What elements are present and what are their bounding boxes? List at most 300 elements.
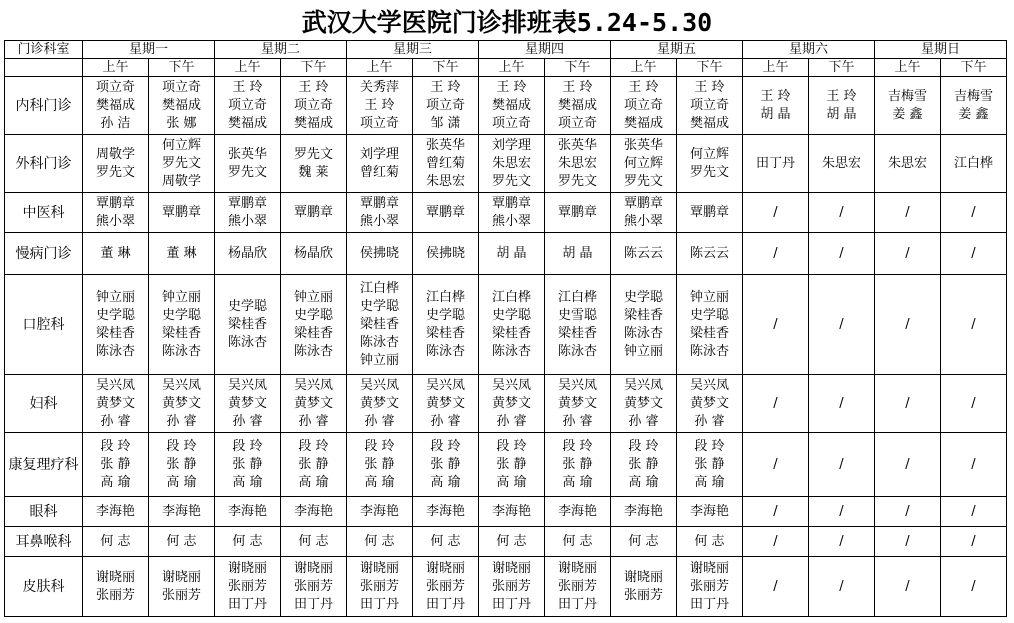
- no-clinic-mark: /: [839, 503, 844, 519]
- doctor-name: 江白桦: [953, 155, 993, 171]
- schedule-cell: [611, 497, 677, 527]
- schedule-cell: [215, 193, 281, 233]
- doctor-name: 钟立丽: [161, 289, 201, 305]
- table-row: [5, 193, 1007, 233]
- doctor-name: 何 志: [628, 533, 659, 549]
- doctor-name: 谢晓丽: [161, 569, 201, 585]
- doctor-name: 陈泳杏: [95, 343, 135, 359]
- no-clinic-mark: /: [839, 316, 844, 332]
- schedule-cell: [347, 135, 413, 193]
- schedule-cell: [677, 433, 743, 497]
- schedule-cell: [545, 527, 611, 557]
- no-clinic-mark: /: [905, 316, 910, 332]
- doctor-name: 段 玲: [430, 438, 461, 454]
- doctor-name: 王 玲: [760, 88, 791, 104]
- doctor-name: 刘学理: [491, 137, 531, 153]
- schedule-cell: [413, 497, 479, 527]
- table-row: [5, 497, 1007, 527]
- doctor-name: 李海艳: [227, 503, 267, 519]
- doctor-name: 李海艳: [425, 503, 465, 519]
- doctor-name: 朱思宏: [887, 155, 927, 171]
- doctor-name: 孙 睿: [364, 413, 395, 429]
- doctor-name: 史学聪: [425, 307, 465, 323]
- doctor-name: 田丁丹: [557, 596, 597, 612]
- schedule-cell: [215, 135, 281, 193]
- schedule-cell: [281, 233, 347, 275]
- table-row: [5, 375, 1007, 433]
- doctor-name: 张丽芳: [689, 578, 729, 594]
- doctor-name: 陈泳杏: [293, 343, 333, 359]
- dept-name: 内科门诊: [5, 77, 83, 135]
- doctor-name: 高 瑜: [562, 474, 593, 490]
- doctor-name: 何 志: [364, 533, 395, 549]
- no-clinic-mark: /: [905, 578, 910, 594]
- doctor-name: 梁桂香: [95, 325, 135, 341]
- doctor-name: 朱思宏: [557, 155, 597, 171]
- doctor-name: 罗先文: [557, 173, 597, 189]
- doctor-name: 熊小翠: [227, 213, 267, 229]
- doctor-name: 张丽芳: [227, 578, 267, 594]
- doctor-name: 杨晶欣: [227, 245, 267, 261]
- doctor-name: 陈泳杏: [557, 343, 597, 359]
- doctor-name: 陈云云: [623, 245, 663, 261]
- schedule-cell: [83, 77, 149, 135]
- doctor-name: 姜 鑫: [892, 106, 923, 122]
- day-header: 星期一: [83, 41, 215, 59]
- no-clinic-mark: /: [773, 204, 778, 220]
- doctor-name: 张 静: [562, 456, 593, 472]
- schedule-cell: [479, 77, 545, 135]
- doctor-name: 刘学理: [359, 146, 399, 162]
- day-header: 星期三: [347, 41, 479, 59]
- schedule-cell: [149, 557, 215, 617]
- no-clinic-mark: /: [971, 204, 976, 220]
- doctor-name: 张英华: [557, 137, 597, 153]
- no-clinic-mark: /: [839, 204, 844, 220]
- schedule-cell: [809, 557, 875, 617]
- table-row: [5, 433, 1007, 497]
- schedule-cell: [281, 77, 347, 135]
- dept-name: 耳鼻喉科: [5, 527, 83, 557]
- schedule-cell: [413, 77, 479, 135]
- schedule-cell: [743, 233, 809, 275]
- doctor-name: 张 静: [496, 456, 527, 472]
- doctor-name: 史雪聪: [557, 307, 597, 323]
- doctor-name: 田丁丹: [425, 596, 465, 612]
- day-header: 星期日: [875, 41, 1007, 59]
- doctor-name: 陈泳杏: [227, 334, 267, 350]
- doctor-name: 梁桂香: [623, 307, 663, 323]
- doctor-name: 胡 晶: [760, 106, 791, 122]
- doctor-name: 黄梦文: [161, 395, 201, 411]
- schedule-cell: [347, 527, 413, 557]
- doctor-name: 王 玲: [694, 79, 725, 95]
- doctor-name: 孙 睿: [562, 413, 593, 429]
- doctor-name: 何 志: [232, 533, 263, 549]
- dept-name: 中医科: [5, 193, 83, 233]
- doctor-name: 黄梦文: [689, 395, 729, 411]
- doctor-name: 田丁丹: [689, 596, 729, 612]
- schedule-cell: [941, 77, 1007, 135]
- doctor-name: 史学聪: [293, 307, 333, 323]
- doctor-name: 陈泳杏: [161, 343, 201, 359]
- schedule-cell: [83, 433, 149, 497]
- doctor-name: 谢晓丽: [425, 560, 465, 576]
- doctor-name: 张英华: [623, 137, 663, 153]
- schedule-cell: [215, 233, 281, 275]
- doctor-name: 史学聪: [623, 289, 663, 305]
- schedule-cell: [809, 433, 875, 497]
- doctor-name: 董 琳: [166, 245, 197, 261]
- doctor-name: 谢晓丽: [557, 560, 597, 576]
- doctor-name: 高 瑜: [364, 474, 395, 490]
- doctor-name: 段 玲: [364, 438, 395, 454]
- doctor-name: 张 静: [364, 456, 395, 472]
- schedule-cell: [677, 275, 743, 375]
- schedule-cell: [413, 233, 479, 275]
- schedule-cell: [281, 433, 347, 497]
- schedule-cell: [743, 527, 809, 557]
- empty-header-cell: [5, 59, 83, 77]
- schedule-cell: [677, 77, 743, 135]
- doctor-name: 孙 洁: [100, 115, 131, 131]
- doctor-name: 陈云云: [689, 245, 729, 261]
- schedule-cell: [545, 233, 611, 275]
- doctor-name: 史学聪: [491, 307, 531, 323]
- doctor-name: 王 玲: [562, 79, 593, 95]
- doctor-name: 覃鹏章: [359, 195, 399, 211]
- doctor-name: 何 志: [166, 533, 197, 549]
- dept-name: 妇科: [5, 375, 83, 433]
- schedule-cell: [347, 375, 413, 433]
- schedule-cell: [743, 433, 809, 497]
- doctor-name: 吴兴凤: [293, 377, 333, 393]
- no-clinic-mark: /: [839, 395, 844, 411]
- doctor-name: 梁桂香: [161, 325, 201, 341]
- schedule-cell: [611, 275, 677, 375]
- doctor-name: 张丽芳: [623, 587, 663, 603]
- doctor-name: 罗先文: [95, 164, 135, 180]
- no-clinic-mark: /: [905, 245, 910, 261]
- doctor-name: 陈泳杏: [623, 325, 663, 341]
- schedule-cell: [281, 497, 347, 527]
- doctor-name: 黄梦文: [491, 395, 531, 411]
- schedule-cell: [611, 433, 677, 497]
- doctor-name: 钟立丽: [95, 289, 135, 305]
- no-clinic-mark: /: [971, 245, 976, 261]
- schedule-cell: [875, 433, 941, 497]
- doctor-name: 罗先文: [227, 164, 267, 180]
- schedule-cell: [941, 275, 1007, 375]
- schedule-cell: [281, 375, 347, 433]
- schedule-cell: [347, 77, 413, 135]
- dept-name: 慢病门诊: [5, 233, 83, 275]
- no-clinic-mark: /: [773, 578, 778, 594]
- period-header: 上午: [83, 59, 149, 77]
- dept-name: 外科门诊: [5, 135, 83, 193]
- doctor-name: 熊小翠: [491, 213, 531, 229]
- schedule-cell: [413, 557, 479, 617]
- schedule-cell: [677, 233, 743, 275]
- schedule-cell: [83, 135, 149, 193]
- schedule-cell: [809, 527, 875, 557]
- schedule-cell: [875, 375, 941, 433]
- doctor-name: 张 娜: [166, 115, 197, 131]
- schedule-cell: [941, 135, 1007, 193]
- schedule-cell: [677, 527, 743, 557]
- doctor-name: 田丁丹: [227, 596, 267, 612]
- dept-name: 康复理疗科: [5, 433, 83, 497]
- doctor-name: 田丁丹: [491, 596, 531, 612]
- doctor-name: 吴兴凤: [623, 377, 663, 393]
- doctor-name: 项立奇: [491, 115, 531, 131]
- doctor-name: 孙 睿: [166, 413, 197, 429]
- schedule-cell: [83, 193, 149, 233]
- period-header: 下午: [413, 59, 479, 77]
- schedule-cell: [545, 433, 611, 497]
- schedule-cell: [875, 193, 941, 233]
- schedule-cell: [215, 275, 281, 375]
- schedule-cell: [743, 375, 809, 433]
- doctor-name: 朱思宏: [821, 155, 861, 171]
- schedule-cell: [545, 497, 611, 527]
- doctor-name: 陈泳杏: [689, 343, 729, 359]
- schedule-cell: [611, 77, 677, 135]
- doctor-name: 王 玲: [628, 79, 659, 95]
- doctor-name: 田丁丹: [293, 596, 333, 612]
- doctor-name: 段 玲: [694, 438, 725, 454]
- schedule-cell: [479, 135, 545, 193]
- schedule-cell: [809, 233, 875, 275]
- doctor-name: 李海艳: [161, 503, 201, 519]
- doctor-name: 吴兴凤: [557, 377, 597, 393]
- schedule-cell: [281, 557, 347, 617]
- no-clinic-mark: /: [905, 533, 910, 549]
- doctor-name: 何 志: [430, 533, 461, 549]
- day-header-row: [5, 41, 1007, 59]
- schedule-cell: [743, 557, 809, 617]
- doctor-name: 孙 睿: [430, 413, 461, 429]
- no-clinic-mark: /: [773, 456, 778, 472]
- schedule-cell: [83, 557, 149, 617]
- doctor-name: 高 瑜: [496, 474, 527, 490]
- doctor-name: 朱思宏: [491, 155, 531, 171]
- no-clinic-mark: /: [773, 316, 778, 332]
- doctor-name: 张丽芳: [161, 587, 201, 603]
- doctor-name: 段 玲: [628, 438, 659, 454]
- doctor-name: 罗先文: [161, 155, 201, 171]
- doctor-name: 李海艳: [95, 503, 135, 519]
- schedule-cell: [479, 497, 545, 527]
- doctor-name: 覃鹏章: [95, 195, 135, 211]
- doctor-name: 何 志: [298, 533, 329, 549]
- doctor-name: 孙 睿: [694, 413, 725, 429]
- schedule-cell: [743, 77, 809, 135]
- schedule-cell: [611, 135, 677, 193]
- doctor-name: 李海艳: [293, 503, 333, 519]
- schedule-cell: [215, 557, 281, 617]
- doctor-name: 钟立丽: [623, 343, 663, 359]
- doctor-name: 姜 鑫: [958, 106, 989, 122]
- doctor-name: 梁桂香: [425, 325, 465, 341]
- doctor-name: 项立奇: [623, 97, 663, 113]
- doctor-name: 覃鹏章: [689, 204, 729, 220]
- schedule-cell: [149, 275, 215, 375]
- schedule-cell: [809, 375, 875, 433]
- period-header: 上午: [875, 59, 941, 77]
- doctor-name: 谢晓丽: [359, 560, 399, 576]
- period-header: 下午: [149, 59, 215, 77]
- doctor-name: 王 玲: [430, 79, 461, 95]
- doctor-name: 谢晓丽: [95, 569, 135, 585]
- doctor-name: 江白桦: [359, 280, 399, 296]
- doctor-name: 胡 晶: [562, 245, 593, 261]
- doctor-name: 项立奇: [689, 97, 729, 113]
- period-header: 下午: [677, 59, 743, 77]
- doctor-name: 谢晓丽: [227, 560, 267, 576]
- doctor-name: 何 志: [562, 533, 593, 549]
- doctor-name: 覃鹏章: [293, 204, 333, 220]
- schedule-cell: [611, 527, 677, 557]
- schedule-cell: [479, 433, 545, 497]
- schedule-cell: [611, 375, 677, 433]
- doctor-name: 张英华: [227, 146, 267, 162]
- schedule-cell: [875, 497, 941, 527]
- doctor-name: 罗先文: [293, 146, 333, 162]
- doctor-name: 吴兴凤: [95, 377, 135, 393]
- schedule-cell: [809, 77, 875, 135]
- doctor-name: 田丁丹: [359, 596, 399, 612]
- doctor-name: 王 玲: [826, 88, 857, 104]
- doctor-name: 覃鹏章: [623, 195, 663, 211]
- no-clinic-mark: /: [905, 456, 910, 472]
- doctor-name: 张 静: [628, 456, 659, 472]
- doctor-name: 覃鹏章: [227, 195, 267, 211]
- schedule-cell: [545, 193, 611, 233]
- doctor-name: 曾红菊: [359, 164, 399, 180]
- doctor-name: 罗先文: [623, 173, 663, 189]
- doctor-name: 张英华: [425, 137, 465, 153]
- period-header: 上午: [743, 59, 809, 77]
- schedule-cell: [413, 375, 479, 433]
- schedule-cell: [743, 497, 809, 527]
- doctor-name: 张丽芳: [293, 578, 333, 594]
- doctor-name: 高 瑜: [628, 474, 659, 490]
- doctor-name: 段 玲: [496, 438, 527, 454]
- doctor-name: 吴兴凤: [227, 377, 267, 393]
- doctor-name: 张丽芳: [95, 587, 135, 603]
- doctor-name: 曾红菊: [425, 155, 465, 171]
- doctor-name: 胡 晶: [826, 106, 857, 122]
- schedule-cell: [479, 275, 545, 375]
- doctor-name: 项立奇: [95, 79, 135, 95]
- schedule-cell: [941, 193, 1007, 233]
- doctor-name: 魏 莱: [298, 164, 329, 180]
- schedule-cell: [281, 527, 347, 557]
- doctor-name: 罗先文: [491, 173, 531, 189]
- schedule-cell: [941, 375, 1007, 433]
- schedule-cell: [215, 433, 281, 497]
- schedule-cell: [941, 497, 1007, 527]
- doctor-name: 胡 晶: [496, 245, 527, 261]
- schedule-cell: [215, 527, 281, 557]
- no-clinic-mark: /: [971, 533, 976, 549]
- doctor-name: 史学聪: [227, 298, 267, 314]
- schedule-cell: [479, 557, 545, 617]
- no-clinic-mark: /: [773, 395, 778, 411]
- no-clinic-mark: /: [773, 245, 778, 261]
- doctor-name: 谢晓丽: [623, 569, 663, 585]
- doctor-name: 覃鹏章: [491, 195, 531, 211]
- doctor-name: 何立辉: [161, 137, 201, 153]
- day-header: 星期二: [215, 41, 347, 59]
- table-row: [5, 275, 1007, 375]
- doctor-name: 孙 睿: [628, 413, 659, 429]
- doctor-name: 黄梦文: [359, 395, 399, 411]
- doctor-name: 樊福成: [293, 115, 333, 131]
- doctor-name: 吉梅雪: [953, 88, 993, 104]
- doctor-name: 项立奇: [293, 97, 333, 113]
- schedule-cell: [281, 135, 347, 193]
- table-row: [5, 527, 1007, 557]
- doctor-name: 何立辉: [689, 146, 729, 162]
- schedule-cell: [479, 375, 545, 433]
- doctor-name: 高 瑜: [694, 474, 725, 490]
- schedule-cell: [875, 275, 941, 375]
- doctor-name: 梁桂香: [557, 325, 597, 341]
- dept-name: 皮肤科: [5, 557, 83, 617]
- doctor-name: 陈泳杏: [491, 343, 531, 359]
- doctor-name: 王 玲: [232, 79, 263, 95]
- doctor-name: 何立辉: [623, 155, 663, 171]
- doctor-name: 张丽芳: [425, 578, 465, 594]
- period-header: 下午: [809, 59, 875, 77]
- doctor-name: 张 静: [430, 456, 461, 472]
- doctor-name: 邹 潇: [430, 115, 461, 131]
- doctor-name: 王 玲: [364, 97, 395, 113]
- doctor-name: 史学聪: [95, 307, 135, 323]
- doctor-name: 江白桦: [557, 289, 597, 305]
- schedule-cell: [809, 135, 875, 193]
- period-header: 上午: [611, 59, 677, 77]
- doctor-name: 覃鹏章: [425, 204, 465, 220]
- doctor-name: 覃鹏章: [557, 204, 597, 220]
- doctor-name: 张 静: [232, 456, 263, 472]
- schedule-cell: [149, 527, 215, 557]
- doctor-name: 梁桂香: [227, 316, 267, 332]
- schedule-cell: [215, 375, 281, 433]
- schedule-cell: [875, 233, 941, 275]
- doctor-name: 黄梦文: [95, 395, 135, 411]
- table-row: [5, 135, 1007, 193]
- no-clinic-mark: /: [839, 533, 844, 549]
- schedule-cell: [281, 275, 347, 375]
- doctor-name: 陈泳杏: [359, 334, 399, 350]
- doctor-name: 熊小翠: [95, 213, 135, 229]
- schedule-cell: [677, 497, 743, 527]
- doctor-name: 段 玲: [166, 438, 197, 454]
- period-header: 下午: [281, 59, 347, 77]
- doctor-name: 谢晓丽: [689, 560, 729, 576]
- doctor-name: 张 静: [100, 456, 131, 472]
- doctor-name: 熊小翠: [623, 213, 663, 229]
- table-row: [5, 557, 1007, 617]
- doctor-name: 黄梦文: [557, 395, 597, 411]
- no-clinic-mark: /: [971, 578, 976, 594]
- doctor-name: 田丁丹: [755, 155, 795, 171]
- schedule-cell: [413, 135, 479, 193]
- doctor-name: 段 玲: [232, 438, 263, 454]
